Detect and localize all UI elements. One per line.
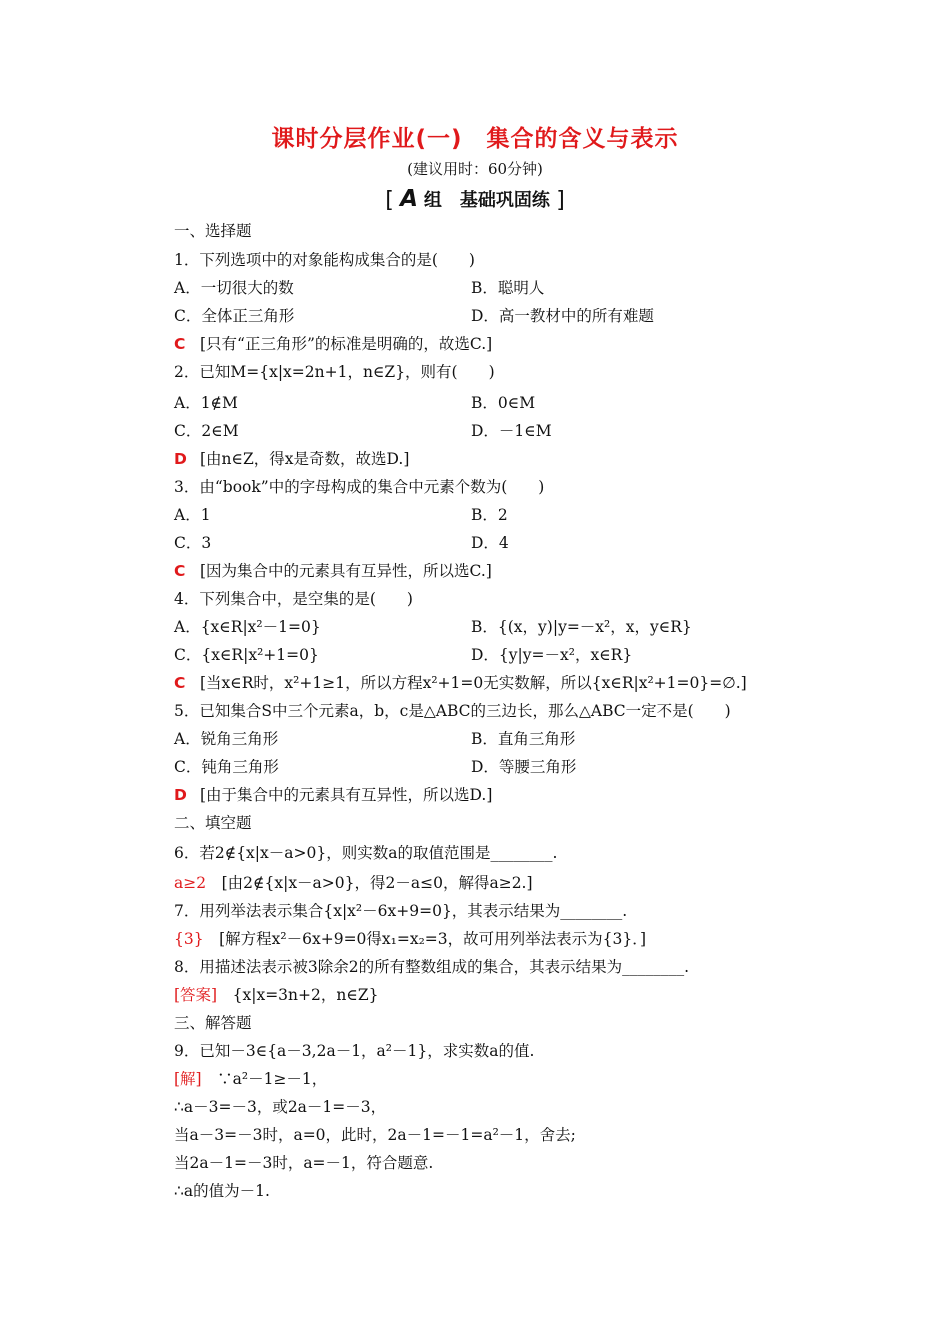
question-1: 1．下列选项中的对象能构成集合的是( )	[174, 251, 475, 269]
solution-step: ∴a－3=－3，或2a－1=－3，	[174, 1098, 387, 1116]
section-heading: 三、解答题	[174, 1014, 252, 1032]
explanation: [当x∈R时，x²+1≥1，所以方程x²+1=0无实数解，所以{x∈R|x²+1=0}=∅.]	[200, 674, 747, 692]
option-b: B．直角三角形	[471, 730, 576, 748]
bracket-open: [	[385, 188, 394, 213]
option-d: D．高一教材中的所有难题	[471, 307, 654, 325]
answer-letter: C	[174, 562, 186, 580]
question-3: 3．由“book”中的字母构成的集合中元素个数为( )	[174, 478, 545, 496]
option-a: A．1∉M	[174, 394, 238, 412]
option-c: C．2∈M	[174, 422, 239, 440]
option-d: D．{y|y=－x²，x∈R}	[471, 646, 633, 664]
bracket-close: ]	[556, 188, 565, 213]
group-title: 组 基础巩固练	[423, 190, 550, 211]
group-letter: A	[400, 186, 418, 212]
solution-label: [解]	[174, 1070, 202, 1088]
question-2: 2．已知M={x|x=2n+1，n∈Z}，则有( )	[174, 363, 495, 381]
answer-label: [答案]	[174, 986, 218, 1004]
option-c: C．{x∈R|x²+1=0}	[174, 646, 319, 664]
section-heading: 一、选择题	[174, 222, 252, 240]
explanation: [由2∉{x|x－a>0}，得2－a≤0，解得a≥2.]	[221, 874, 533, 892]
solution-line	[174, 1069, 327, 1089]
solution-step: 当a－3=－3时，a=0，此时，2a－1=－1=a²－1，舍去;	[174, 1126, 576, 1144]
question-7: 7．用列举法表示集合{x|x²－6x+9=0}，其表示结果为________.	[174, 902, 628, 920]
answer-line	[174, 449, 409, 469]
explanation: [解方程x²－6x+9=0得x₁=x₂=3，故可用列举法表示为{3}．]	[219, 930, 647, 948]
answer-line	[174, 873, 533, 893]
answer-value: a≥2	[174, 874, 207, 892]
explanation: [由于集合中的元素具有互异性，所以选D.]	[200, 786, 493, 804]
answer-line	[174, 673, 747, 693]
solution-step: ∵a²－1≥－1，	[217, 1070, 328, 1088]
group-heading	[0, 186, 950, 213]
question-6: 6．若2∉{x|x－a>0}，则实数a的取值范围是________.	[174, 844, 558, 862]
option-a: A．{x∈R|x²－1=0}	[174, 618, 321, 636]
explanation: [只有“正三角形”的标准是明确的，故选C.]	[200, 335, 493, 353]
option-c: C．3	[174, 534, 212, 552]
question-4: 4．下列集合中，是空集的是( )	[174, 590, 413, 608]
answer-letter: D	[174, 786, 187, 804]
option-d: D．4	[471, 534, 509, 552]
answer-letter: C	[174, 674, 186, 692]
option-b: B．2	[471, 506, 508, 524]
answer-letter: C	[174, 335, 186, 353]
question-8: 8．用描述法表示被3除余2的所有整数组成的集合，其表示结果为________.	[174, 958, 690, 976]
option-a: A．锐角三角形	[174, 730, 279, 748]
answer-line	[174, 929, 646, 949]
explanation: {x|x=3n+2，n∈Z}	[232, 986, 379, 1004]
option-c: C．全体正三角形	[174, 307, 295, 325]
solution-step: ∴a的值为－1.	[174, 1182, 270, 1200]
solution-step: 当2a－1=－3时，a=－1，符合题意.	[174, 1154, 434, 1172]
option-b: B．聪明人	[471, 279, 545, 297]
answer-line	[174, 985, 378, 1005]
question-5: 5．已知集合S中三个元素a，b，c是△ABC的三边长，那么△ABC一定不是( )	[174, 702, 731, 720]
option-a: A．1	[174, 506, 211, 524]
option-d: D．等腰三角形	[471, 758, 577, 776]
option-b: B．{(x，y)|y=－x²，x，y∈R}	[471, 618, 692, 636]
explanation: [因为集合中的元素具有互异性，所以选C.]	[200, 562, 492, 580]
answer-letter: D	[174, 450, 187, 468]
question-9: 9．已知－3∈{a－3,2a－1，a²－1}，求实数a的值.	[174, 1042, 535, 1060]
answer-value: {3}	[174, 930, 204, 948]
option-a: A．一切很大的数	[174, 279, 294, 297]
page-title: 课时分层作业(一) 集合的含义与表示	[271, 126, 679, 152]
answer-line	[174, 785, 492, 805]
option-c: C．钝角三角形	[174, 758, 279, 776]
answer-line	[174, 561, 492, 581]
option-b: B．0∈M	[471, 394, 536, 412]
suggested-time: (建议用时：60分钟)	[407, 160, 543, 178]
explanation: [由n∈Z，得x是奇数，故选D.]	[200, 450, 410, 468]
answer-line	[174, 334, 492, 354]
option-d: D．－1∈M	[471, 422, 552, 440]
section-heading: 二、填空题	[174, 814, 252, 832]
